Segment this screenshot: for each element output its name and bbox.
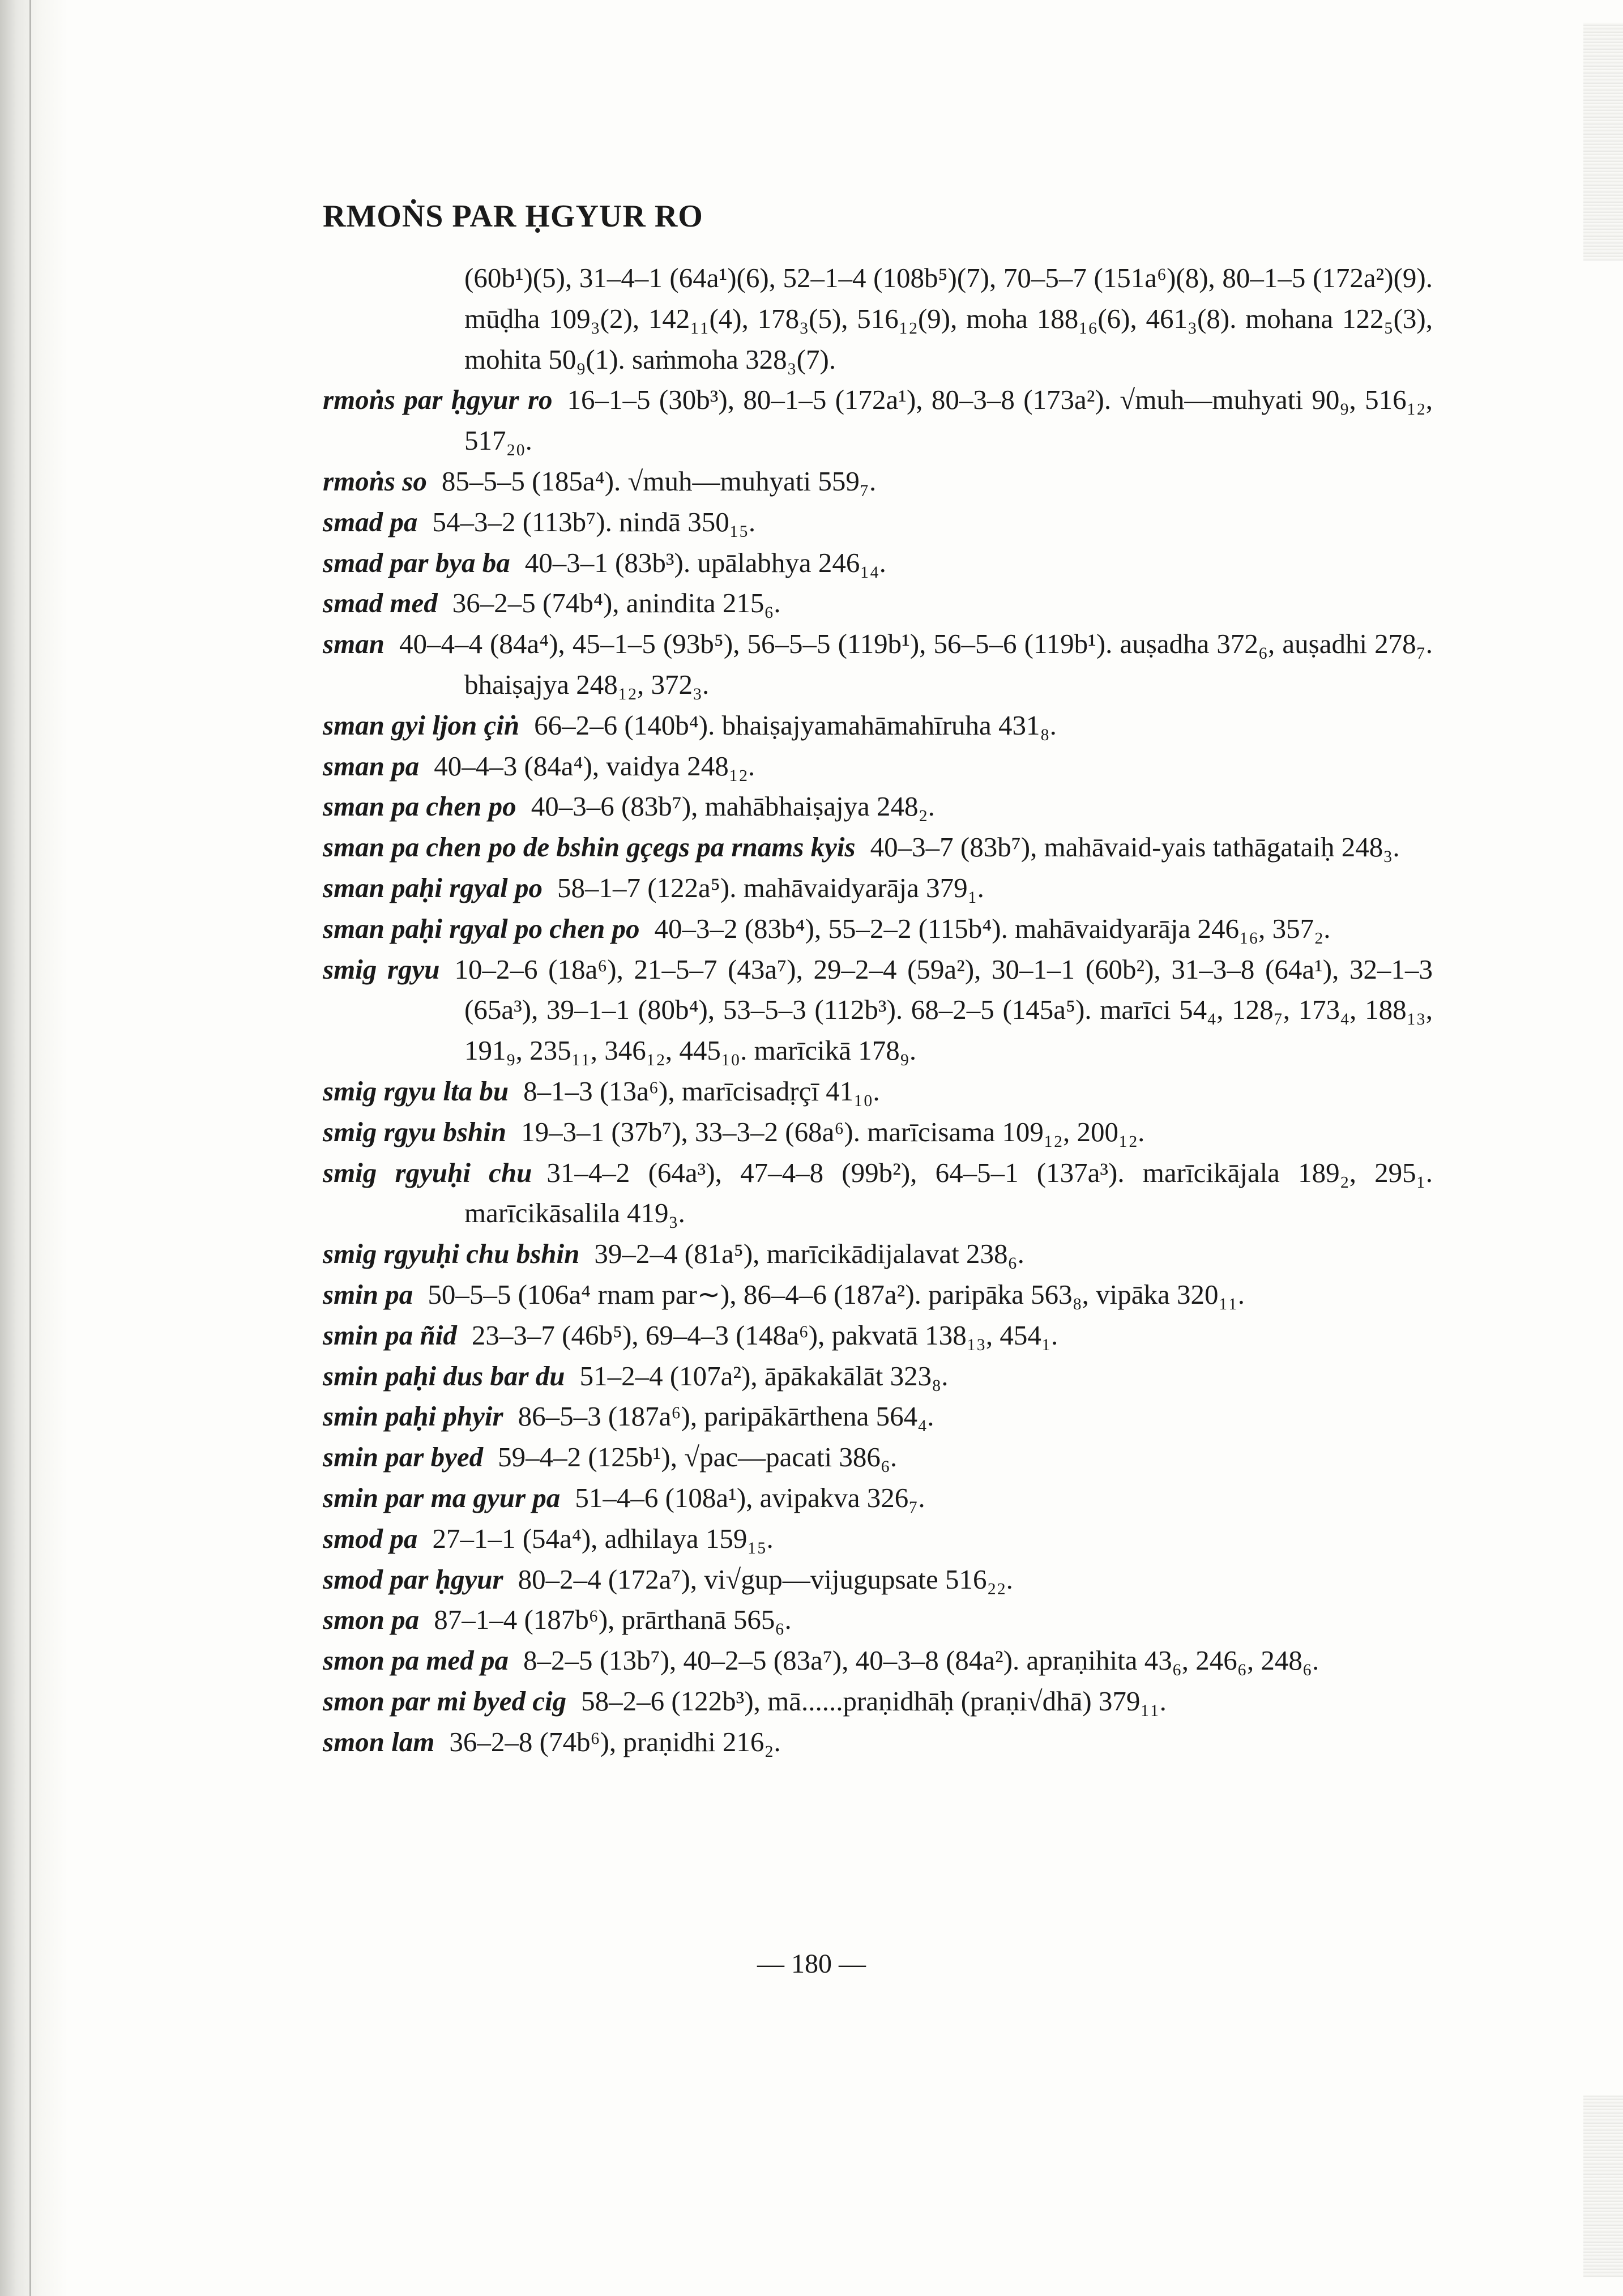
dictionary-entry — [323, 583, 1433, 624]
page-edge-noise-top — [1583, 23, 1623, 261]
dictionary-entry — [323, 786, 1433, 827]
entry-text: (60b¹)(5), 31–4–1 (64a¹)(6), 52–1–4 (108b⁵)(7), 70–5–7 (151a⁶)(8), 80–1–5 (172a²)(9). mūḍha 109₃(2), 142₁₁(4), 178₃(5), 516₁₂(9), moha 188₁₆(6), 461₃(8). mohana 122₅(3), mohita 50₉(1). saṁmoha 328₃(7). — [464, 262, 1433, 375]
entry-headword: sman paḥi rgyal po chen po — [323, 912, 640, 944]
entry-text: 23–3–7 (46b⁵), 69–4–3 (148a⁶), pakvatā 138₁₃, 454₁. — [471, 1319, 1058, 1351]
entry-text: 8–1–3 (13a⁶), marīcisadṛçī 41₁₀. — [523, 1075, 880, 1107]
entry-text: 16–1–5 (30b³), 80–1–5 (172a¹), 80–3–8 (173a²). √muh—muhyati 90₉, 516₁₂, 517₂₀. — [464, 384, 1433, 456]
entry-text: 8–2–5 (13b⁷), 40–2–5 (83a⁷), 40–3–8 (84a²). apraṇihita 43₆, 246₆, 248₆. — [523, 1645, 1319, 1676]
entry-text: 39–2–4 (81a⁵), marīcikādijalavat 238₆. — [594, 1238, 1024, 1270]
entry-headword: smig rgyu bshin — [323, 1116, 507, 1147]
entry-headword: smin par byed — [323, 1441, 484, 1473]
dictionary-entry — [323, 1518, 1433, 1559]
dictionary-entry — [323, 1722, 1433, 1762]
entry-headword: smod pa — [323, 1522, 418, 1554]
entry-text: 40–4–4 (84a⁴), 45–1–5 (93b⁵), 56–5–5 (119b¹), 56–5–6 (119b¹). auṣadha 372₆, auṣadhi 278₇. bhaiṣajya 248₁₂, 372₃. — [399, 628, 1433, 700]
dictionary-entry — [323, 868, 1433, 908]
dictionary-entry — [323, 1478, 1433, 1518]
entry-text: 40–3–6 (83b⁷), mahābhaiṣajya 248₂. — [531, 791, 935, 822]
entry-text: 31–4–2 (64a³), 47–4–8 (99b²), 64–5–1 (137a³). marīcikājala 189₂, 295₁. marīcikāsalila 419₃. — [464, 1156, 1433, 1229]
dictionary-entry — [323, 1356, 1433, 1397]
entry-text: 40–3–7 (83b⁷), mahāvaid-yais tathāgataiḥ 248₃. — [870, 831, 1400, 863]
entry-headword: smig rgyu lta bu — [323, 1075, 509, 1107]
entry-headword: smin paḥi phyir — [323, 1401, 503, 1432]
dictionary-entry — [323, 949, 1433, 1071]
entry-headword: smin paḥi dus bar du — [323, 1360, 565, 1392]
entry-headword: smin pa ñid — [323, 1319, 457, 1351]
entry-headword: smon pa — [323, 1604, 420, 1636]
entry-headword: smig rgyu — [323, 953, 440, 985]
dictionary-entry — [323, 1234, 1433, 1274]
entry-headword: smad med — [323, 587, 438, 619]
dictionary-entry — [323, 502, 1433, 543]
entry-text: 19–3–1 (37b⁷), 33–3–2 (68a⁶). marīcisama 109₁₂, 200₁₂. — [521, 1116, 1145, 1147]
dictionary-entry — [323, 1559, 1433, 1600]
running-head: RMOṄS PAR ḤGYUR RO — [323, 199, 703, 234]
entry-headword: sman pa — [323, 750, 420, 782]
entry-headword: smig rgyuḥi chu — [323, 1156, 532, 1188]
dictionary-entry — [323, 461, 1433, 502]
entry-text: 36–2–8 (74b⁶), praṇidhi 216₂. — [449, 1726, 781, 1757]
entry-text: 87–1–4 (187b⁶), prārthanā 565₆. — [434, 1604, 792, 1636]
entry-text: 54–3–2 (113b⁷). nindā 350₁₅. — [432, 506, 756, 537]
dictionary-entry — [323, 1599, 1433, 1640]
entry-headword: smig rgyuḥi chu bshin — [323, 1238, 580, 1270]
entry-headword: smad pa — [323, 506, 418, 537]
page-number: — 180 — — [757, 1949, 866, 1979]
dictionary-entry — [323, 1274, 1433, 1315]
entry-text: 58–2–6 (122b³), mā......praṇidhāḥ (praṇi√dhā) 379₁₁. — [581, 1685, 1167, 1717]
dictionary-entry — [323, 1396, 1433, 1437]
dictionary-entry — [323, 827, 1433, 868]
entry-headword: sman paḥi rgyal po — [323, 872, 543, 903]
dictionary-entry — [323, 1153, 1433, 1234]
page-edge-noise-bottom — [1583, 2096, 1623, 2277]
entry-text: 40–4–3 (84a⁴), vaidya 248₁₂. — [434, 750, 755, 782]
entry-headword: sman — [323, 628, 385, 660]
entry-text: 80–2–4 (172a⁷), vi√gup—vijugupsate 516₂₂. — [518, 1563, 1013, 1595]
entry-headword: rmoṅs so — [323, 465, 427, 497]
dictionary-entry — [323, 624, 1433, 705]
dictionary-entries — [323, 258, 1433, 1762]
dictionary-entry — [323, 908, 1433, 949]
dictionary-entry — [323, 1315, 1433, 1356]
entry-headword: smon par mi byed cig — [323, 1685, 567, 1717]
entry-headword: sman gyi ljon çiṅ — [323, 709, 520, 741]
entry-continuation — [323, 258, 1433, 379]
entry-headword: smod par ḥgyur — [323, 1563, 503, 1595]
entry-text: 66–2–6 (140b⁴). bhaiṣajyamahāmahīruha 431₈. — [534, 709, 1057, 741]
entry-headword: smad par bya ba — [323, 547, 510, 578]
dictionary-entry — [323, 746, 1433, 787]
entry-headword: sman pa chen po de bshin gçegs pa rnams kyis — [323, 831, 856, 863]
entry-text: 10–2–6 (18a⁶), 21–5–7 (43a⁷), 29–2–4 (59a²), 30–1–1 (60b²), 31–3–8 (64a¹), 32–1–3 (65a³), 39–1–1 (80b⁴), 53–5–3 (112b³). 68–2–5 (145a⁵). marīci 54₄, 128₇, 173₄, 188₁₃, 191₉, 235₁₁, 346₁₂, 445₁₀. marīcikā 178₉. — [454, 953, 1433, 1066]
entry-headword: sman pa chen po — [323, 791, 516, 822]
entry-text: 27–1–1 (54a⁴), adhilaya 159₁₅. — [432, 1522, 774, 1554]
entry-text: 58–1–7 (122a⁵). mahāvaidyarāja 379₁. — [557, 872, 984, 903]
dictionary-entry — [323, 705, 1433, 746]
entry-headword: smin par ma gyur pa — [323, 1482, 561, 1513]
dictionary-entry — [323, 543, 1433, 583]
entry-text: 51–4–6 (108a¹), avipakva 326₇. — [575, 1482, 925, 1513]
entry-headword: smon lam — [323, 1726, 435, 1757]
entry-text: 85–5–5 (185a⁴). √muh—muhyati 559₇. — [441, 465, 877, 497]
entry-text: 59–4–2 (125b¹), √pac—pacati 386₆. — [498, 1441, 898, 1473]
entry-text: 36–2–5 (74b⁴), anindita 215₆. — [452, 587, 781, 619]
dictionary-entry — [323, 1437, 1433, 1478]
entry-text: 50–5–5 (106a⁴ rnam par∼), 86–4–6 (187a²). paripāka 563₈, vipāka 320₁₁. — [428, 1278, 1245, 1310]
dictionary-entry — [323, 1640, 1433, 1681]
entry-headword: rmoṅs par ḥgyur ro — [323, 384, 553, 416]
dictionary-entry — [323, 1112, 1433, 1153]
entry-text: 40–3–2 (83b⁴), 55–2–2 (115b⁴). mahāvaidyarāja 246₁₆, 357₂. — [654, 912, 1331, 944]
entry-headword: smin pa — [323, 1278, 413, 1310]
dictionary-entry — [323, 379, 1433, 461]
dictionary-entry — [323, 1071, 1433, 1112]
entry-text: 51–2–4 (107a²), āpākakālāt 323₈. — [579, 1360, 949, 1392]
dictionary-entry — [323, 1681, 1433, 1722]
entry-text: 40–3–1 (83b³). upālabhya 246₁₄. — [524, 547, 886, 578]
entry-text: 86–5–3 (187a⁶), paripākārthena 564₄. — [518, 1401, 934, 1432]
entry-headword: smon pa med pa — [323, 1645, 509, 1676]
